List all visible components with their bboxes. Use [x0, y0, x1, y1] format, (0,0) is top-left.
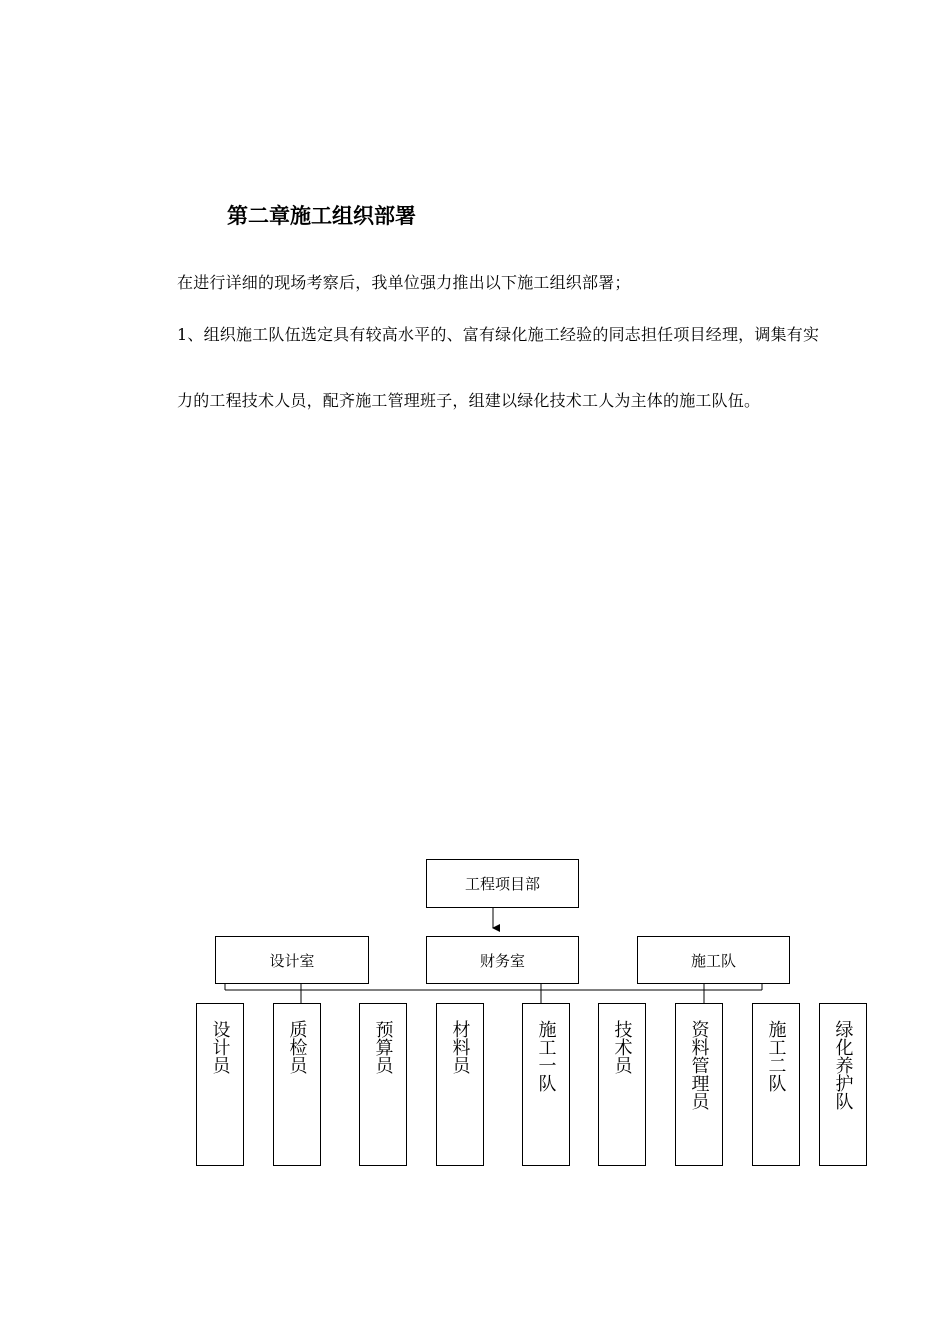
org-leaf-quality-inspector [273, 1003, 321, 1166]
paragraph-point-1-line-1: 1、组织施工队伍选定具有较高水平的、富有绿化施工经验的同志担任项目经理，调集有实 [177, 325, 820, 344]
org-node-construction-team-label: 施工队 [690, 951, 736, 970]
org-leaf-materials-officer-label: 材料员 [449, 1020, 471, 1074]
org-node-construction-team [637, 936, 790, 984]
org-leaf-construction-team-one-label: 施工一队 [535, 1020, 557, 1092]
org-leaf-materials-officer [436, 1003, 484, 1166]
org-node-project-dept-label: 工程项目部 [464, 875, 540, 893]
org-node-design-office-label: 设计室 [269, 951, 315, 970]
org-leaf-documentation-officer [675, 1003, 723, 1166]
org-leaf-designer-label: 设计员 [209, 1020, 231, 1074]
org-node-finance-office [426, 936, 579, 984]
org-leaf-construction-team-one [522, 1003, 570, 1166]
page-title: 第二章施工组织部署 [227, 204, 416, 228]
org-leaf-designer [196, 1003, 244, 1166]
org-leaf-budget-officer-label: 预算员 [372, 1020, 394, 1074]
org-leaf-greening-maintenance-team-label: 绿化养护队 [832, 1020, 854, 1110]
org-leaf-construction-team-two-label: 施工二队 [765, 1020, 787, 1092]
org-leaf-construction-team-two [752, 1003, 800, 1166]
paragraph-intro: 在进行详细的现场考察后，我单位强力推出以下施工组织部署； [177, 273, 631, 292]
org-leaf-technician [598, 1003, 646, 1166]
org-leaf-documentation-officer-label: 资料管理员 [688, 1020, 710, 1110]
paragraph-point-1-line-2: 力的工程技术人员，配齐施工管理班子，组建以绿化技术工人为主体的施工队伍。 [177, 391, 761, 410]
org-leaf-budget-officer [359, 1003, 407, 1166]
org-leaf-quality-inspector-label: 质检员 [286, 1020, 308, 1074]
org-leaf-greening-maintenance-team [819, 1003, 867, 1166]
org-leaf-technician-label: 技术员 [611, 1020, 633, 1074]
org-node-project-dept [426, 859, 579, 908]
org-node-design-office [215, 936, 369, 984]
org-node-finance-office-label: 财务室 [479, 951, 525, 970]
